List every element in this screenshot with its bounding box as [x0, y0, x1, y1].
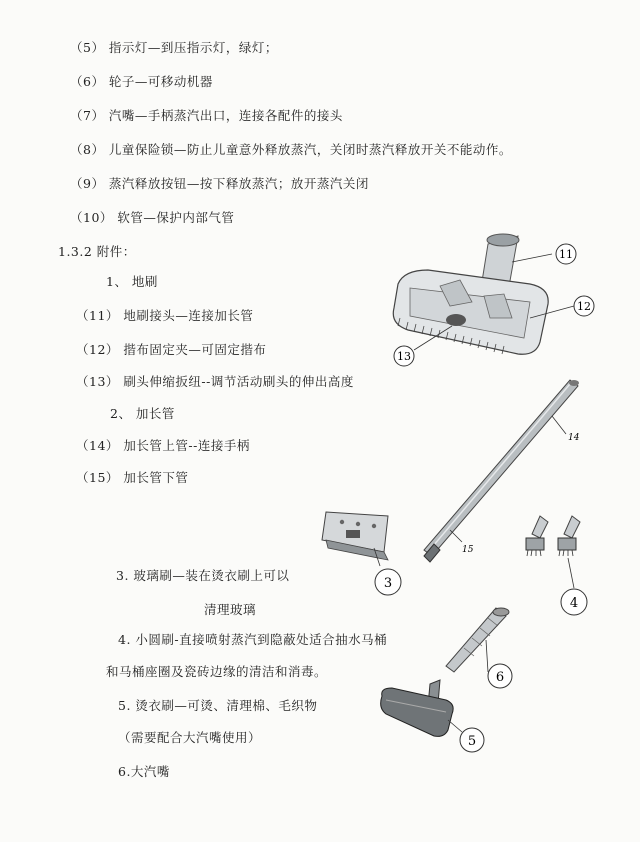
- glass-brush-line-2: 清理玻璃: [204, 602, 257, 617]
- iron-brush-line: 5. 烫衣刷—可烫、清理棉、毛织物: [118, 698, 318, 713]
- item-13-brush-knob: （13） 刷头伸缩扳纽--调节活动刷头的伸出高度: [76, 374, 354, 389]
- item-12-cloth-clip: （12） 揩布固定夹—可固定揩布: [76, 342, 267, 357]
- big-nozzle-heading: 6.大汽嘴: [118, 764, 170, 779]
- iron-brush-note: （需要配合大汽嘴使用）: [118, 730, 262, 745]
- glass-brush-line-1: 3. 玻璃刷—装在烫衣刷上可以: [116, 568, 290, 583]
- floor-brush-illustration: [380, 222, 600, 382]
- round-brush-line-2: 和马桶座圈及瓷砖边缘的清洁和消毒。: [106, 664, 328, 679]
- item-9-steam-button: （9） 蒸汽释放按钮—按下释放蒸汽；放开蒸汽关闭: [70, 176, 369, 191]
- callout-15-leader: [450, 530, 462, 542]
- item-14-upper-tube: （14） 加长管上管--连接手柄: [76, 438, 250, 453]
- item-11-brush-connector: （11） 地刷接头—连接加长管: [76, 308, 254, 323]
- callout-13-label: 13: [397, 350, 411, 363]
- callout-14-leader: [552, 416, 566, 434]
- round-brush-illustration: [518, 508, 600, 618]
- item-15-lower-tube: （15） 加长管下管: [76, 470, 189, 485]
- floor-brush-heading: 1、 地刷: [106, 274, 158, 289]
- item-8-child-lock: （8） 儿童保险锁—防止儿童意外释放蒸汽，关闭时蒸汽释放开关不能动作。: [70, 142, 512, 157]
- callout-14-label: 14: [568, 433, 580, 443]
- callout-5-label: 5: [467, 734, 477, 749]
- round-brush-line-1: 4. 小圆刷-直接喷射蒸汽到隐蔽处适合抽水马桶: [118, 632, 388, 647]
- section-1-3-2-accessories: 1.3.2 附件：: [58, 244, 136, 259]
- glass-brush-illustration: [318, 500, 404, 600]
- item-5-indicator-light: （5） 指示灯—到压指示灯，绿灯；: [70, 40, 278, 55]
- callout-12-label: 12: [577, 300, 591, 313]
- callout-11-leader: [512, 254, 552, 262]
- extension-tube-heading: 2、 加长管: [110, 406, 175, 421]
- callout-4-label: 4: [569, 596, 579, 611]
- callout-15-label: 15: [462, 545, 474, 555]
- callout-3-label: 3: [383, 576, 393, 591]
- item-7-nozzle: （7） 汽嘴—手柄蒸汽出口，连接各配件的接头: [70, 108, 343, 123]
- callout-6-label: 6: [495, 670, 505, 685]
- item-6-wheels: （6） 轮子—可移动机器: [70, 74, 213, 89]
- item-10-hose: （10） 软管—保护内部气管: [70, 210, 235, 225]
- nozzle-and-iron-brush-illustration: [376, 600, 526, 760]
- callout-11-label: 11: [559, 248, 573, 261]
